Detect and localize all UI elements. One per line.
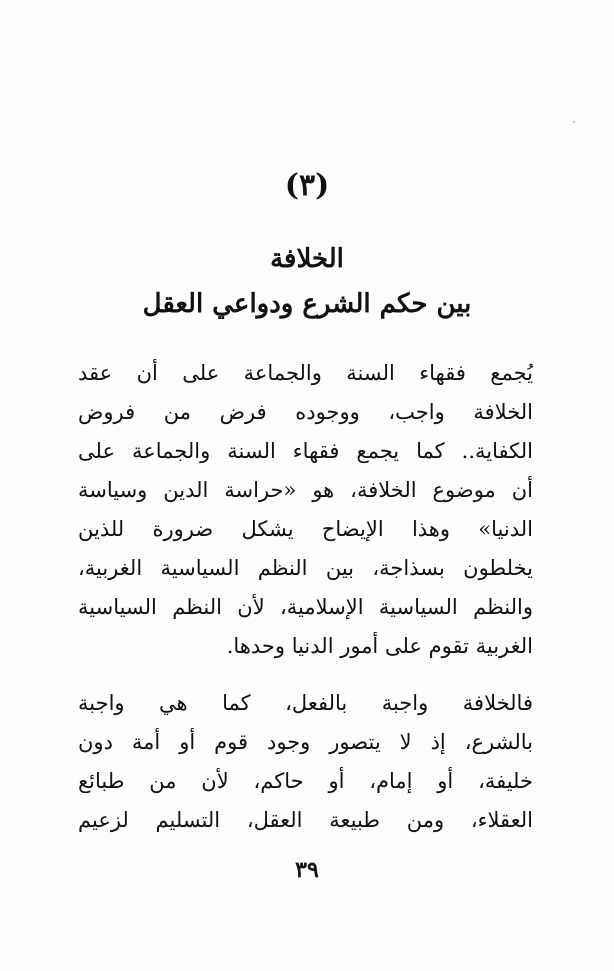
- text-line: يخلطون بسذاجة، بين النظم السياسية الغربية،: [78, 556, 533, 580]
- text-line: العقلاء، ومن طبيعة العقل، التسليم لزعيم: [78, 808, 533, 832]
- text-line: الخلافة واجب، ووجوده فرض من فروض: [78, 400, 533, 424]
- chapter-number: (٣): [284, 168, 330, 203]
- text-line: والنظم السياسية الإسلامية، لأن النظم السياسية: [78, 595, 533, 619]
- paragraph-1: [78, 354, 533, 666]
- text-line: فالخلافة واجبة بالفعل، كما هي واجبة: [78, 691, 533, 715]
- text-line: الكفاية.. كما يجمع فقهاء السنة والجماعة على: [78, 439, 533, 463]
- text-line: خليفة، أو إمام، أو حاكم، لأن من طبائع: [78, 769, 533, 793]
- text-line: الدنيا» وهذا الإيضاح يشكل ضرورة للذين: [78, 517, 533, 541]
- chapter-title: الخلافة: [270, 244, 344, 274]
- text-line: أن موضوع الخلافة، هو «حراسة الدين وسياسة: [78, 478, 533, 502]
- text-line: بالشرع، إذ لا يتصور وجود قوم أو أمة دون: [78, 730, 533, 754]
- text-line: يُجمع فقهاء السنة والجماعة على أن عقد: [78, 361, 533, 385]
- scan-speck: [573, 121, 575, 123]
- page-number: ٣٩: [295, 857, 319, 883]
- paragraph-2: [78, 684, 533, 840]
- chapter-subtitle: بين حكم الشرع ودواعي العقل: [142, 289, 472, 319]
- text-line: الغربية تقوم على أمور الدنيا وحدها.: [226, 634, 533, 658]
